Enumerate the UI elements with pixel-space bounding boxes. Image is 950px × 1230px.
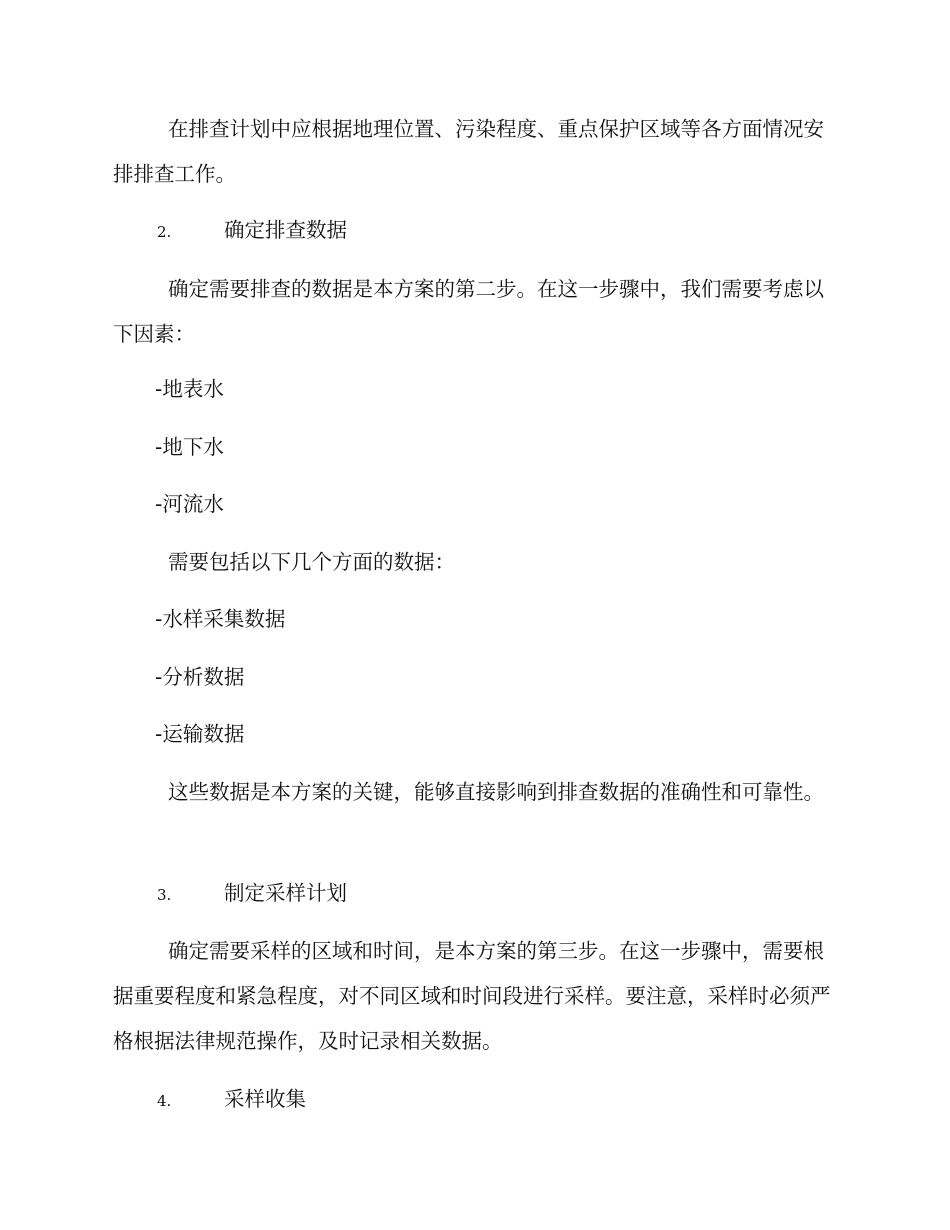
paragraph-data-importance: 这些数据是本方案的关键，能够直接影响到排查数据的准确性和可靠性。: [168, 780, 824, 804]
section-number: 4.: [157, 1092, 172, 1110]
section-title: 确定排查数据: [224, 218, 347, 242]
paragraph-step-three: 确定需要采样的区域和时间，是本方案的第三步。在这一步骤中，需要根据重要程度和紧急程度，对不同区域和时间段进行采样。要注意，采样时必须严格根据法律规范操作，及时记录相关数据。: [113, 939, 831, 1053]
section-title: 采样收集: [224, 1087, 306, 1111]
paragraph-survey-plan: 在排查计划中应根据地理位置、污染程度、重点保护区域等各方面情况安排排查工作。: [113, 117, 824, 186]
list-item: -河流水: [155, 492, 224, 516]
section-number: 3.: [157, 886, 172, 904]
section-title: 制定采样计划: [224, 881, 347, 905]
paragraph-step-two: 确定需要排查的数据是本方案的第二步。在这一步骤中，我们需要考虑以下因素：: [113, 277, 824, 346]
section-number: 2.: [157, 223, 172, 241]
list-item: -水样采集数据: [155, 607, 286, 631]
list-item: -运输数据: [155, 722, 245, 746]
list-item: -分析数据: [155, 665, 245, 689]
section-heading-3: [157, 871, 857, 918]
section-heading-2: [157, 208, 857, 255]
section-heading-4: [157, 1077, 857, 1124]
paragraph-data-aspects: 需要包括以下几个方面的数据：: [168, 550, 455, 574]
list-item: -地表水: [155, 377, 224, 401]
list-item: -地下水: [155, 435, 224, 459]
